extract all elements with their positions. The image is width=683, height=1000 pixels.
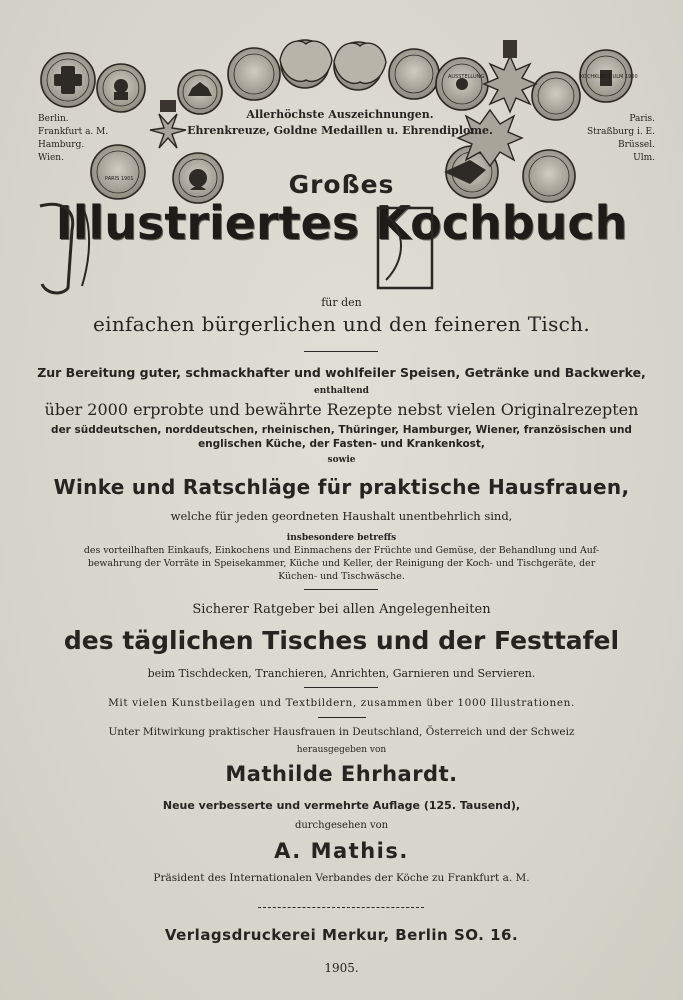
durchgesehen: durchgesehen von xyxy=(294,820,389,831)
city-frankfurt: Frankfurt a. M. xyxy=(38,127,109,137)
subtitle: einfachen bürgerlichen und den feineren Tisch. xyxy=(92,312,590,336)
city-bruessel: Brüssel. xyxy=(617,140,655,150)
publisher: Verlagsdruckerei Merkur, Berlin SO. 16. xyxy=(164,926,519,944)
winke-heading: Winke und Ratschläge für praktische Hausfrauen, xyxy=(53,475,630,499)
body-line-7: bewahrung der Vorräte in Speisekammer, Küche und Keller, der Reinigung der Koch- und Tischgeräte, der xyxy=(87,558,596,569)
medal-icon xyxy=(389,49,439,99)
divider xyxy=(304,687,378,688)
cities-right xyxy=(565,113,655,165)
medal-icon xyxy=(228,48,280,100)
mitwirkung: Unter Mitwirkung praktischer Hausfrauen in Deutschland, Österreich und der Schweiz xyxy=(108,726,575,738)
city-paris: Paris. xyxy=(629,114,655,124)
body-line-6: des vorteilhaften Einkaufs, Einkochens und Einmachens der Früchte und Gemüse, der Behandlung und Auf- xyxy=(83,545,600,556)
body-line-8: Küchen- und Tischwäsche. xyxy=(278,571,405,582)
enthaltend: enthaltend xyxy=(314,386,369,396)
body-line-2: über 2000 erprobte und bewährte Rezepte nebst vielen Originalrezepten xyxy=(44,400,639,419)
body-line-3: der süddeutschen, norddeutschen, rheinischen, Thüringer, Hamburger, Wiener, französischen und xyxy=(51,424,632,436)
award-line-1: Allerhöchste Auszeichnungen. xyxy=(246,108,434,121)
year: 1905. xyxy=(324,961,359,975)
city-strassburg: Straßburg i. E. xyxy=(587,127,655,137)
kunst-line: Mit vielen Kunstbeilagen und Textbildern, zusammen über 1000 Illustrationen. xyxy=(108,697,575,709)
ratgeber: Sicherer Ratgeber bei allen Angelegenheiten xyxy=(192,602,491,617)
editor-name: A. Mathis. xyxy=(274,839,409,863)
divider xyxy=(304,589,378,590)
insbesondere: insbesondere betreffs xyxy=(286,533,397,543)
body-line-4: englischen Küche, der Fasten- und Krankenkost, xyxy=(198,438,485,450)
praesident: Präsident des Internationalen Verbandes der Köche zu Frankfurt a. M. xyxy=(153,872,530,884)
cities-left xyxy=(38,113,128,165)
auflage: Neue verbesserte und vermehrte Auflage (125. Tausend), xyxy=(162,799,521,812)
ornament-icon xyxy=(32,200,102,296)
taeglich-heading: des täglichen Tisches und der Festtafel xyxy=(63,626,620,655)
body-line-9: beim Tischdecken, Tranchieren, Anrichten, Garnieren und Servieren. xyxy=(147,667,536,680)
sowie: sowie xyxy=(327,455,356,465)
city-berlin: Berlin. xyxy=(38,114,69,124)
main-title-text: Illustriertes Kochbuch xyxy=(55,196,628,250)
award-line-2: Ehrenkreuze, Goldne Medaillen u. Ehrendiplome. xyxy=(187,124,493,137)
divider xyxy=(258,907,424,908)
author-name: Mathilde Ehrhardt. xyxy=(225,762,458,786)
divider xyxy=(318,717,366,718)
ornament-icon xyxy=(372,200,442,296)
medal-text-ausstellung: AUSSTELLUNG xyxy=(448,74,485,80)
title-pre: Großes xyxy=(288,170,395,199)
medal-text-kochkunst: KOCHKUNST ULM 1900 xyxy=(580,74,638,80)
herausgegeben: herausgegeben von xyxy=(296,745,387,755)
body-line-1: Zur Bereitung guter, schmackhafter und wohlfeiler Speisen, Getränke und Backwerke, xyxy=(37,365,646,380)
fuer-den: für den xyxy=(321,296,362,309)
main-title xyxy=(0,196,683,296)
city-hamburg: Hamburg. xyxy=(38,140,85,150)
body-line-5: welche für jeden geordneten Haushalt unentbehrlich sind, xyxy=(170,509,513,523)
city-ulm: Ulm. xyxy=(633,153,655,163)
divider xyxy=(304,351,378,352)
medal-text-paris: PARIS 1901 xyxy=(105,176,134,182)
city-wien: Wien. xyxy=(38,153,64,163)
